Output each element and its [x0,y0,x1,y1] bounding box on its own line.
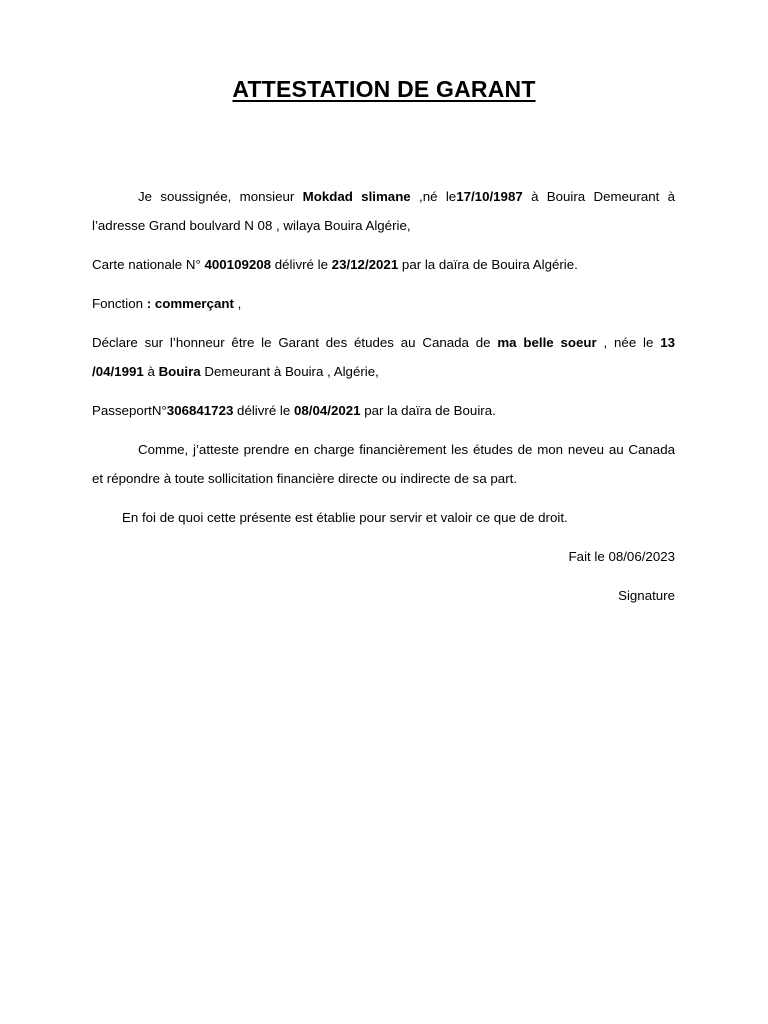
occupation-paragraph [92,289,675,318]
declaration-paragraph [92,328,675,386]
closing-paragraph: En foi de quoi cette présente est établie pour servir et valoir ce que de droit. [122,510,568,525]
id-card-number: 400109208 [204,257,272,272]
id-card-authority-text: par la daïra de Bouira Algérie. [398,257,578,272]
document-body [92,182,675,610]
beneficiary-birth-place: Bouira [158,364,201,379]
passport-issued-text: délivré le [233,403,294,418]
declarant-born-text: ,né le [410,189,457,204]
occupation-trailing-text: , [233,296,242,311]
document-title: ATTESTATION DE GARANT [232,76,536,102]
declarant-name: Mokdad slimane [302,189,411,204]
commitment-paragraph: Comme, j’atteste prendre en charge financièrement les études de mon neveu au Canada et répondre à toute sollicitation financière directe ou indirecte de sa part. [92,442,675,486]
occupation-label: Fonction [92,296,147,311]
id-card-issued-text: délivré le [271,257,332,272]
declarant-birth-date: 17/10/1987 [456,189,523,204]
declarant-paragraph [92,182,675,240]
passport-label: PasseportN° [92,403,167,418]
date-line: Fait le 08/06/2023 [568,549,675,564]
declarant-address-text: à Bouira Demeurant à l’adresse Grand boulvard N 08 , wilaya Bouira Algérie, [92,189,676,233]
beneficiary-born-text: , née le [596,335,661,350]
occupation-value: commerçant [154,296,234,311]
id-card-label: Carte nationale N° [92,257,205,272]
id-card-paragraph [92,250,675,279]
passport-authority-text: par la daïra de Bouira. [360,403,496,418]
signature-label: Signature [618,588,675,603]
declaration-intro-text: Déclare sur l’honneur être le Garant des études au Canada de [92,335,498,350]
passport-paragraph [92,396,675,425]
id-card-issue-date: 23/12/2021 [331,257,399,272]
beneficiary-relation: ma belle soeur [497,335,597,350]
passport-issue-date: 08/04/2021 [293,403,361,418]
occupation-colon: : [146,296,155,311]
beneficiary-address-text: Demeurant à Bouira , Algérie, [200,364,379,379]
beneficiary-birth-date: 13 /04/1991 [92,335,675,379]
passport-number: 306841723 [166,403,234,418]
declarant-intro-text: Je soussignée, monsieur [138,189,303,204]
beneficiary-at-text: à [143,364,159,379]
